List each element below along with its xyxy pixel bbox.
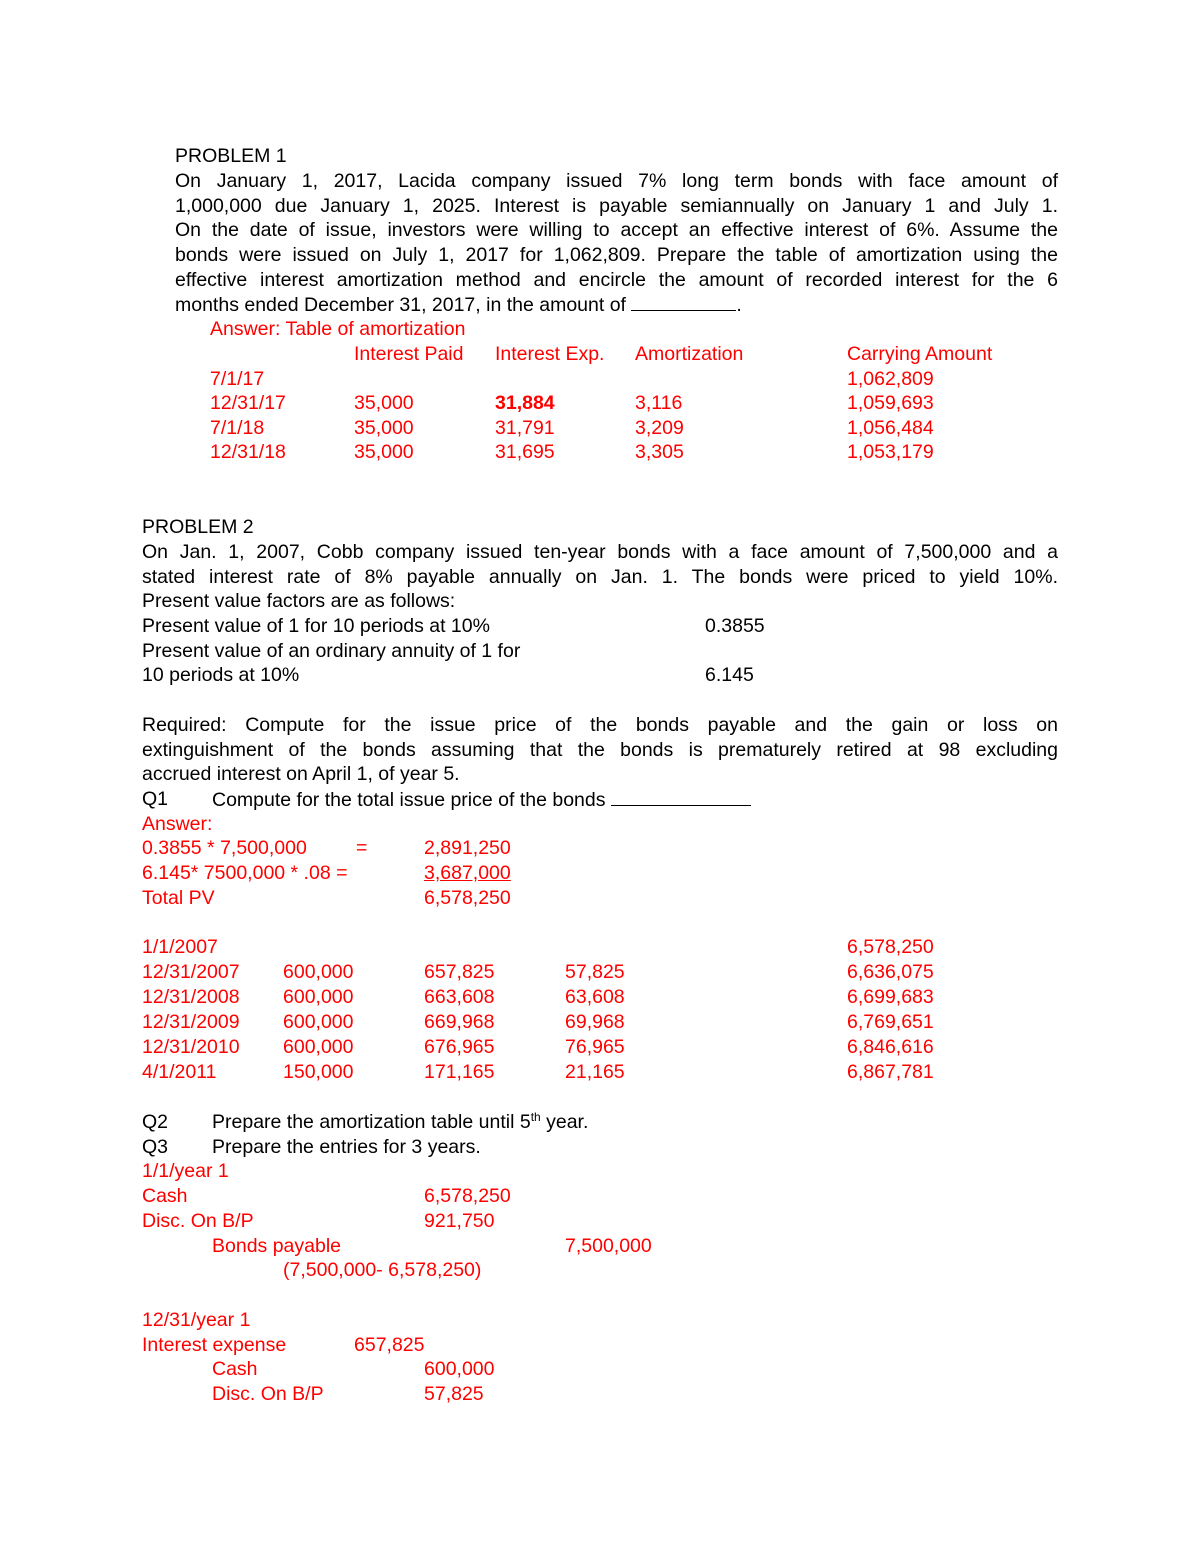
p2-row-date: 12/31/2010 [142, 1036, 240, 1058]
p2-row-paid: 600,000 [283, 1011, 354, 1033]
p2-row-expense: 171,165 [424, 1061, 495, 1083]
problem-1-text-line: On January 1, 2017, Lacida company issued 7% long term bonds with face amount of [175, 170, 1058, 192]
q3-number: Q3 [142, 1136, 169, 1158]
p1-row-expense: 31,695 [495, 441, 555, 463]
entry-debit-label: Interest expense [142, 1334, 287, 1356]
p2-row-carrying: 6,699,683 [847, 986, 934, 1008]
q2-text: Prepare the amortization table until 5th year. [212, 1110, 589, 1133]
entry-debit-value: 6,578,250 [424, 1185, 511, 1207]
pv-intro: Present value factors are as follows: [142, 590, 456, 612]
q3-text: Prepare the entries for 3 years. [212, 1136, 481, 1158]
required-text-line: Required: Compute for the issue price of the bonds payable and the gain or loss on [142, 714, 1058, 736]
p1-row-date: 12/31/18 [210, 441, 286, 463]
problem-1-answer-label: Answer: Table of amortization [210, 318, 466, 340]
problem-2-text-line: stated interest rate of 8% payable annually on Jan. 1. The bonds were priced to yield 10%. [142, 566, 1058, 588]
pv1-label: Present value of 1 for 10 periods at 10% [142, 615, 490, 637]
problem-2-title: PROBLEM 2 [142, 516, 254, 538]
p1-row-date: 7/1/18 [210, 417, 265, 439]
p2-row-date: 12/31/2007 [142, 961, 240, 983]
entry-credit-value: 7,500,000 [565, 1235, 652, 1257]
p1-row-amortization: 3,116 [635, 392, 683, 414]
p1-row-carrying: 1,053,179 [847, 441, 934, 463]
entry-debit-label: Disc. On B/P [142, 1210, 254, 1232]
pv2-label: Present value of an ordinary annuity of 1 for [142, 640, 521, 662]
p2-row-paid: 600,000 [283, 1036, 354, 1058]
p2-row-expense: 663,608 [424, 986, 495, 1008]
calc-equals: = [356, 837, 368, 859]
header-interest-exp: Interest Exp. [495, 343, 605, 365]
p1-row-paid: 35,000 [354, 417, 414, 439]
entry-note: (7,500,000- 6,578,250) [283, 1259, 482, 1281]
problem-2-answer-label: Answer: [142, 813, 213, 835]
p2-row-paid: 600,000 [283, 961, 354, 983]
p1-row-expense: 31,791 [495, 417, 555, 439]
p1-row-carrying: 1,062,809 [847, 368, 934, 390]
p1-row-paid: 35,000 [354, 441, 414, 463]
p2-row-amortization: 21,165 [565, 1061, 625, 1083]
p2-row-amortization: 76,965 [565, 1036, 625, 1058]
p1-row-carrying: 1,059,693 [847, 392, 934, 414]
problem-1-text-line: bonds were issued on July 1, 2017 for 1,062,809. Prepare the table of amortization using the [175, 244, 1058, 266]
problem-1-question-line: months ended December 31, 2017, in the amount of . [175, 294, 742, 316]
entry-debit-value: 657,825 [354, 1334, 425, 1356]
required-text-line: extinguishment of the bonds assuming that the bonds is prematurely retired at 98 excluding [142, 739, 1058, 761]
problem-2-text-line: On Jan. 1, 2007, Cobb company issued ten-year bonds with a face amount of 7,500,000 and a [142, 541, 1058, 563]
answer-blank [631, 292, 736, 311]
p2-row-date: 12/31/2009 [142, 1011, 240, 1033]
p1-row-amortization: 3,305 [635, 441, 684, 463]
p2-row-date: 1/1/2007 [142, 936, 218, 958]
pv2-label: 10 periods at 10% [142, 664, 300, 686]
q1-number: Q1 [142, 788, 169, 810]
p2-row-carrying: 6,578,250 [847, 936, 934, 958]
header-interest-paid: Interest Paid [354, 343, 464, 365]
q2-number: Q2 [142, 1111, 169, 1133]
calc-total-label: Total PV [142, 887, 215, 909]
p1-row-amortization: 3,209 [635, 417, 684, 439]
p2-row-amortization: 57,825 [565, 961, 625, 983]
entry-debit-value: 921,750 [424, 1210, 495, 1232]
p2-row-amortization: 69,968 [565, 1011, 625, 1033]
problem-1-text-line: On the date of issue, investors were willing to accept an effective interest of 6%. Assume the [175, 219, 1058, 241]
q1-text: Compute for the total issue price of the bonds [212, 787, 751, 812]
problem-1-title: PROBLEM 1 [175, 145, 287, 167]
entry-credit-value: 600,000 [424, 1358, 495, 1380]
calc-label: 0.3855 * 7,500,000 [142, 837, 307, 859]
problem-1-text-line: effective interest amortization method and encircle the amount of recorded interest for the 6 [175, 269, 1058, 291]
p1-row-carrying: 1,056,484 [847, 417, 934, 439]
p2-row-paid: 150,000 [283, 1061, 354, 1083]
p1-row-expense-highlighted: 31,884 [495, 392, 555, 414]
p2-row-carrying: 6,769,651 [847, 1011, 934, 1033]
p1-row-date: 7/1/17 [210, 368, 265, 390]
p2-row-paid: 600,000 [283, 986, 354, 1008]
calc-label: 6.145* 7500,000 * .08 = [142, 862, 348, 884]
p2-row-expense: 669,968 [424, 1011, 495, 1033]
entry-date: 1/1/year 1 [142, 1160, 229, 1182]
p2-row-carrying: 6,636,075 [847, 961, 934, 983]
p1-row-date: 12/31/17 [210, 392, 286, 414]
p1-row-paid: 35,000 [354, 392, 414, 414]
pv1-value: 0.3855 [705, 615, 765, 637]
entry-credit-label: Disc. On B/P [212, 1383, 324, 1405]
entry-credit-label: Cash [212, 1358, 258, 1380]
p2-row-date: 4/1/2011 [142, 1061, 217, 1083]
p2-row-expense: 657,825 [424, 961, 495, 983]
header-amortization: Amortization [635, 343, 744, 365]
answer-blank [611, 787, 751, 806]
pv2-value: 6.145 [705, 664, 754, 686]
calc-value-underlined: 3,687,000 [424, 862, 511, 884]
entry-credit-value: 57,825 [424, 1383, 484, 1405]
required-text-line: accrued interest on April 1, of year 5. [142, 763, 460, 785]
entry-credit-label: Bonds payable [212, 1235, 342, 1257]
problem-1-text-line: 1,000,000 due January 1, 2025. Interest is payable semiannually on January 1 and July 1. [175, 195, 1058, 217]
calc-value: 2,891,250 [424, 837, 511, 859]
p2-row-carrying: 6,846,616 [847, 1036, 934, 1058]
p2-row-carrying: 6,867,781 [847, 1061, 934, 1083]
p2-row-amortization: 63,608 [565, 986, 625, 1008]
header-carrying-amount: Carrying Amount [847, 343, 993, 365]
p2-row-expense: 676,965 [424, 1036, 495, 1058]
p2-row-date: 12/31/2008 [142, 986, 240, 1008]
calc-total-value: 6,578,250 [424, 887, 511, 909]
entry-date: 12/31/year 1 [142, 1309, 251, 1331]
entry-debit-label: Cash [142, 1185, 188, 1207]
